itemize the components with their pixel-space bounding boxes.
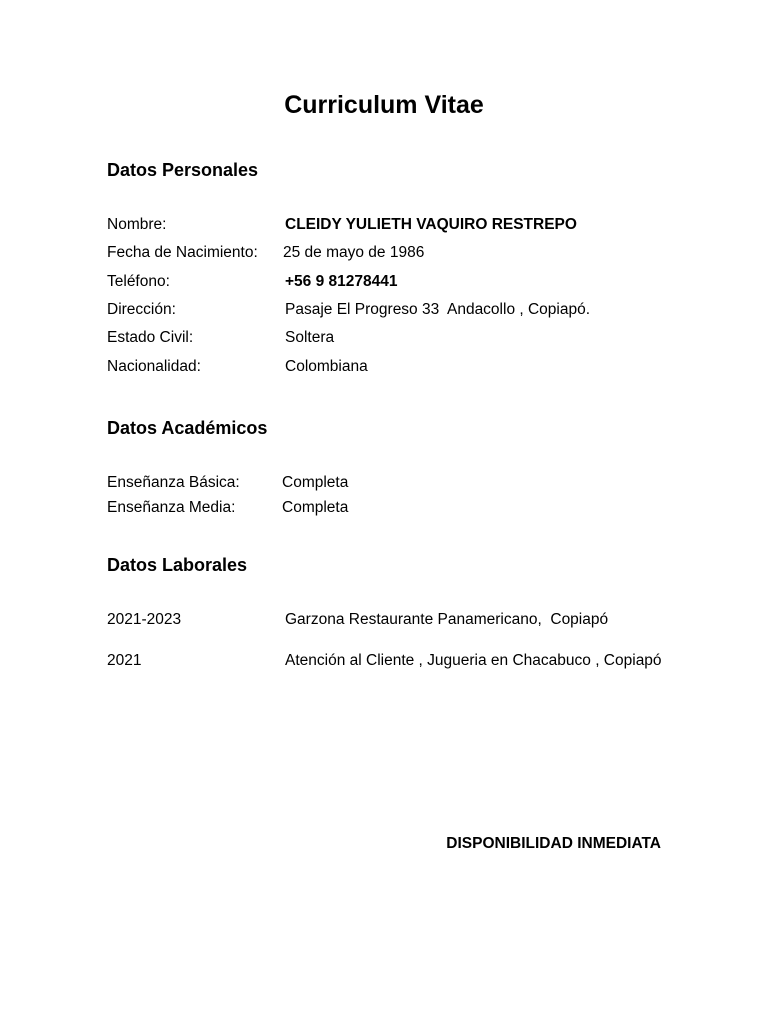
job-period: 2021-2023 [107,611,182,628]
name-label: Nombre: [107,216,167,233]
nationality-value: Colombiana [285,358,368,375]
basic-education-label: Enseñanza Básica: [107,474,240,491]
job-period: 2021 [107,652,142,669]
birth-date-label: Fecha de Nacimiento: [107,244,258,261]
civil-status-value: Soltera [285,329,335,346]
secondary-education-label: Enseñanza Media: [107,499,236,516]
section-heading-work: Datos Laborales [107,555,248,575]
nationality-label: Nacionalidad: [107,358,201,375]
phone-label: Teléfono: [107,273,170,290]
availability-note: DISPONIBILIDAD INMEDIATA [446,835,661,852]
name-value: CLEIDY YULIETH VAQUIRO RESTREPO [285,216,577,233]
address-label: Dirección: [107,301,176,318]
secondary-education-value: Completa [282,499,349,516]
civil-status-label: Estado Civil: [107,329,194,346]
section-heading-personal: Datos Personales [107,160,259,180]
job-description: Garzona Restaurante Panamericano, Copiapó [285,611,609,628]
document-title: Curriculum Vitae [284,91,484,119]
basic-education-value: Completa [282,474,349,491]
section-heading-academic: Datos Académicos [107,418,268,438]
phone-value: +56 9 81278441 [285,273,398,290]
birth-date-value: 25 de mayo de 1986 [283,244,425,261]
job-description: Atención al Cliente , Jugueria en Chacabuco , Copiapó [285,652,662,669]
address-value: Pasaje El Progreso 33 Andacollo , Copiapó. [285,301,591,318]
